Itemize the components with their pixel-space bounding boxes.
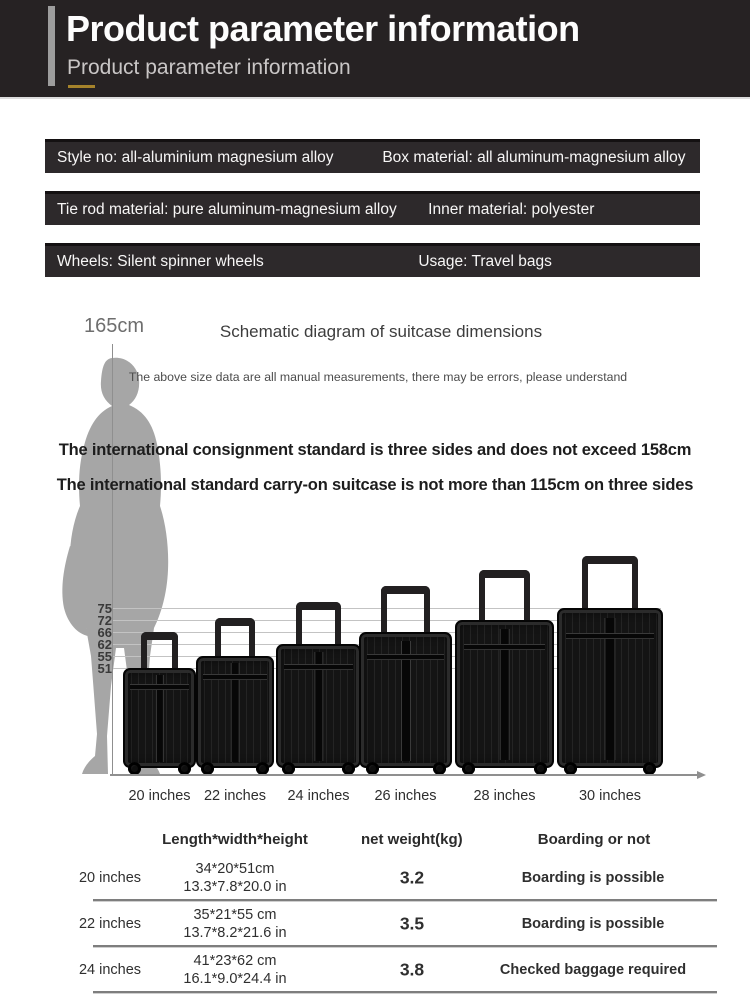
height-scale-value: 51 <box>97 661 112 676</box>
suitcase-body <box>359 632 452 768</box>
page-title: Product parameter information <box>66 8 580 49</box>
spec-box-material: Box material: all aluminum-magnesium alloy <box>382 148 686 166</box>
cell-weight: 3.5 <box>399 913 425 934</box>
table-row-24-inches <box>0 947 750 993</box>
cell-size: 22 inches <box>78 916 142 932</box>
suitcase-size-label: 30 inches <box>578 788 642 804</box>
cell-weight: 3.8 <box>399 959 425 980</box>
col-header-boarding: Boarding or not <box>537 831 651 848</box>
spec-usage: Usage: Travel bags <box>418 252 552 270</box>
suitcase-size-label: 26 inches <box>374 788 437 804</box>
cell-weight: 3.2 <box>399 867 425 888</box>
col-header-weight: net weight(kg) <box>361 831 463 848</box>
diagram-note: The above size data are all manual measurements, there may be errors, please understand <box>128 370 628 384</box>
cell-dimensions: 35*21*55 cm 13.7*8.2*21.6 in <box>183 907 287 941</box>
header <box>0 0 750 99</box>
table-row-22-inches <box>0 901 750 947</box>
cell-boarding: Boarding is possible <box>521 916 665 932</box>
suitcase-body <box>123 668 196 768</box>
cell-boarding: Checked baggage required <box>499 962 687 978</box>
row-divider <box>93 991 717 993</box>
cell-boarding: Boarding is possible <box>521 870 665 886</box>
spec-bar-rod-inner <box>45 191 700 225</box>
spec-bar-wheels-usage <box>45 243 700 277</box>
cell-size: 20 inches <box>78 870 142 886</box>
height-scale-value: 66 <box>97 625 112 640</box>
ground-line <box>110 774 698 776</box>
suitcase-size-label: 28 inches <box>473 788 536 804</box>
suitcase-30-inches <box>557 556 663 775</box>
suitcase-size-label: 24 inches <box>287 788 350 804</box>
suitcase-body <box>196 656 274 768</box>
suitcase-26-inches <box>359 586 452 775</box>
spec-inner-material: Inner material: polyester <box>428 200 595 218</box>
standard-line-consignment: The international consignment standard is three sides and does not exceed 158cm <box>58 441 692 459</box>
spec-wheels: Wheels: Silent spinner wheels <box>57 252 264 270</box>
gold-underline <box>68 85 95 88</box>
suitcase-body <box>276 644 361 768</box>
table-row-20-inches <box>0 855 750 901</box>
height-scale-value: 75 <box>97 601 112 616</box>
height-measure-line <box>112 344 113 775</box>
height-scale-value: 72 <box>97 613 112 628</box>
spec-bar-style-box <box>45 139 700 173</box>
person-height-label: 165cm <box>84 315 145 337</box>
suitcase-22-inches <box>196 618 274 775</box>
standard-line-carry-on: The international standard carry-on suitcase is not more than 115cm on three sides <box>56 476 694 494</box>
suitcase-size-label: 20 inches <box>128 788 191 804</box>
suitcase-size-label: 22 inches <box>203 788 267 804</box>
header-accent-bar <box>48 6 55 86</box>
suitcase-body <box>455 620 554 768</box>
cell-dimensions: 34*20*51cm 13.3*7.8*20.0 in <box>183 861 287 895</box>
col-header-dimensions: Length*width*height <box>162 831 308 848</box>
page-subtitle: Product parameter information <box>67 56 351 79</box>
suitcase-28-inches <box>455 570 554 775</box>
suitcase-24-inches <box>276 602 361 775</box>
height-scale-value: 55 <box>97 649 112 664</box>
suitcase-body <box>557 608 663 768</box>
cell-size: 24 inches <box>78 962 142 978</box>
spec-style-no: Style no: all-aluminium magnesium alloy <box>57 148 334 166</box>
suitcase-20-inches <box>123 632 196 775</box>
ground-arrow-icon <box>697 771 706 779</box>
cell-dimensions: 41*23*62 cm 16.1*9.0*24.4 in <box>183 953 287 987</box>
size-table-header <box>0 831 750 851</box>
height-scale-value: 62 <box>97 637 112 652</box>
diagram-title: Schematic diagram of suitcase dimensions <box>219 322 543 341</box>
spec-tie-rod-material: Tie rod material: pure aluminum-magnesium alloy <box>57 200 397 218</box>
